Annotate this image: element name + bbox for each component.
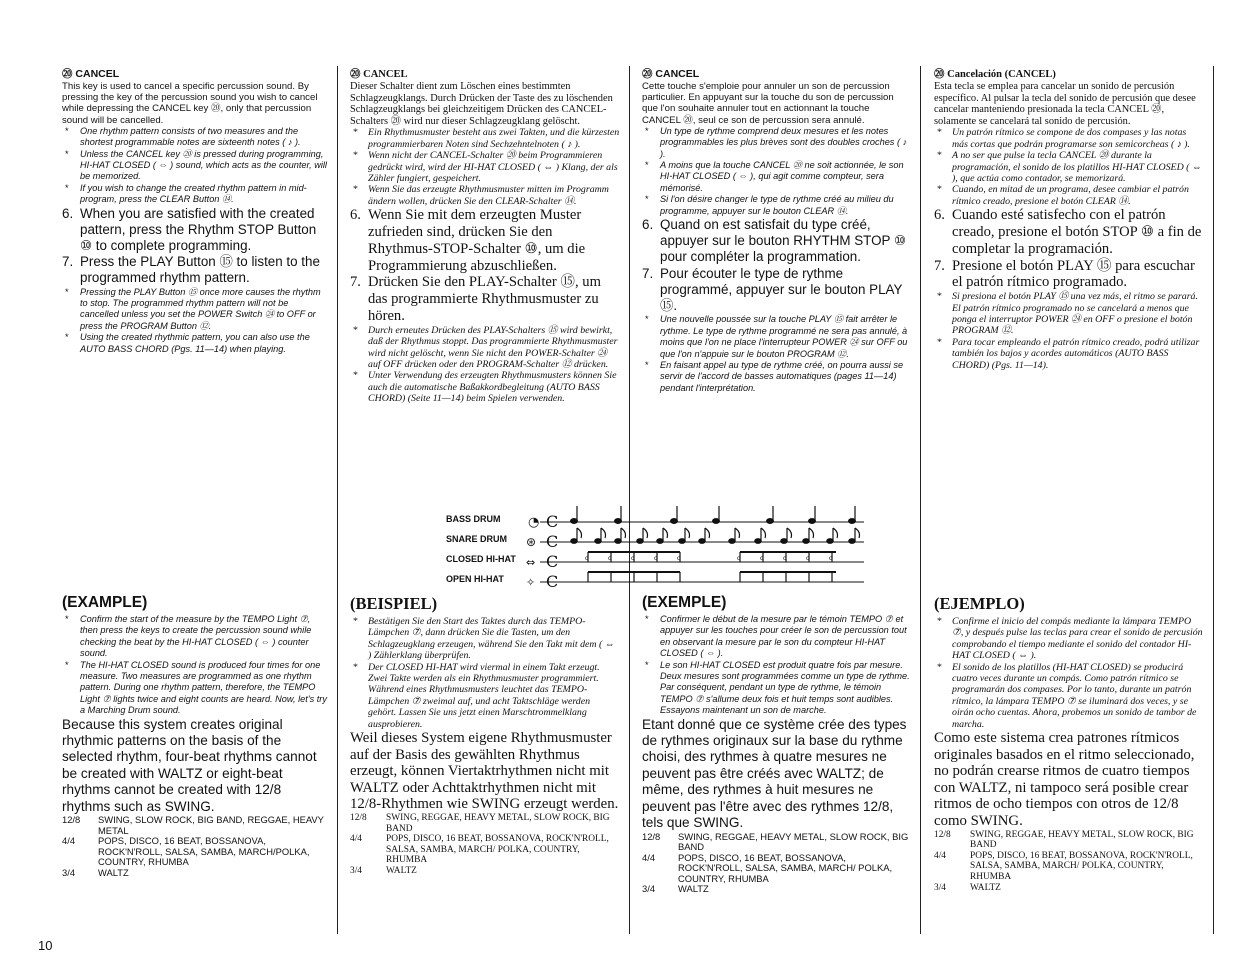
- hihat-mark: o: [737, 555, 741, 562]
- svg-text:✧: ✧: [526, 576, 536, 589]
- rhythm-list: [62, 815, 328, 879]
- step-6: 6. Wenn Sie mit dem erzeugten Muster zufrieden sind, drücken Sie den Rhythmus-STOP-Schalter ⑩, um die Programmierung abzuschließen.: [350, 207, 586, 274]
- note: * Confirme el inicio del compás mediante la lámpara TEMPO ⑦, y después pulse las teclas para crear el sonido de percusión comprobando el tiempo mediante el sonido del contador HI-HAT CLOSED ( ⇔ ).: [934, 616, 1204, 662]
- note-head: [637, 539, 643, 544]
- hihat-mark: o: [608, 555, 612, 562]
- note: * Un type de rythme comprend deux mesures et les notes programmables les plus brèves sont des doubles croches ( ♪ ).: [642, 126, 910, 160]
- note-head: [767, 519, 774, 524]
- example-heading: (EXAMPLE): [62, 594, 148, 611]
- note: * One rhythm pattern consists of two measures and the shortest programmable notes are sixteenth notes ( ♪ ).: [62, 126, 328, 149]
- column-divider: [337, 66, 338, 934]
- note-head: [849, 539, 855, 544]
- staff-label-snare-drum: SNARE DRUM: [446, 534, 508, 544]
- note: * The HI-HAT CLOSED sound is produced four times for one measure. Two measures are programmed as one rhythm pattern. During one rhythm pattern, therefore, the TEMPO Light ⑦ lights twice and eight counts are heard. Now, let's try a Marching Drum sound.: [62, 660, 328, 717]
- cancel-body: This key is used to cancel a specific percussion sound. By pressing the key of the percussion sound you wish to cancel while depressing the CANCEL key ⑳, only that percussion sound will be cancelled.: [62, 81, 318, 126]
- step-6: 6. Quand on est satisfait du type créé, appuyer sur le bouton RHYTHM STOP ⑩ pour compléter la programmation.: [642, 217, 906, 265]
- hihat-mark: o: [585, 555, 589, 562]
- rhythm-row: 3/4 WALTZ: [350, 866, 417, 876]
- note-flag: [577, 528, 582, 538]
- note-flag: [735, 528, 740, 538]
- note: * Cuando, en mitad de un programa, desee cambiar el patrón rítmico creado, presione el botón CLEAR ⑭.: [934, 184, 1204, 207]
- cancel-heading: ⑳ CANCEL: [62, 68, 120, 80]
- note-head: [809, 519, 816, 524]
- section-example-fr: [642, 594, 910, 895]
- section-cancel-fr: [642, 66, 910, 394]
- section-cancel-de: [350, 66, 620, 405]
- column-divider: [1213, 66, 1214, 934]
- svg-text:◔: ◔: [528, 515, 540, 530]
- note-flag: [761, 528, 766, 538]
- section-cancel-en: [62, 66, 328, 355]
- note: * Bestätigen Sie den Start des Taktes durch das TEMPO-Lämpchen ⑦, dann drücken Sie die Tasten, um den Schlagzeugklang erzeugen, während Sie den Takt mit dem ( ⇔ ) Zählerklang überprüfen.: [350, 616, 620, 662]
- rhythm-notation: [440, 506, 870, 590]
- note: * Para tocar empleando el patrón rítmico creado, podrá utilizar también los bajos y acordes automáticos (AUTO BASS CHORD) (Pgs. 11—14).: [934, 337, 1204, 371]
- note-head: [699, 539, 705, 544]
- example-paragraph: Como este sistema crea patrones rítmicos originales basados en el ritmo seleccionado, no podrán crearse ritmos de cuatro tiempos con WALTZ, ni tampoco será posible crear ritmos de ocho tiempos con otros de 12/8 como SWING.: [934, 730, 1195, 830]
- rhythm-diagram: [440, 506, 870, 590]
- hihat-mark: o: [654, 555, 658, 562]
- note: * Unless the CANCEL key ⑳ is pressed during programming, HI-HAT CLOSED ( ⇔ ) sound, which acts as the counter, will be memorized.: [62, 149, 328, 183]
- svg-text:C: C: [546, 532, 559, 551]
- note: * Si presiona el botón PLAY ⑮ una vez más, el ritmo se parará. El patrón rítmico programado no se cancelará a menos que ponga el interruptor POWER ㉔ en OFF o presione el botón PROGRAM ⑫.: [934, 291, 1204, 337]
- note: * Pressing the PLAY Button ⑮ once more causes the rhythm to stop. The programmed rhythm pattern will not be cancelled unless you set the POWER Switch ㉔ to OFF or press the PROGRAM Button ⑫.: [62, 287, 328, 333]
- rhythm-row: 4/4 POPS, DISCO, 16 BEAT, BOSSANOVA, ROCK'N'ROLL, SALSA, SAMBA, MARCH/POLKA, COUNTRY, RHUMBA: [62, 835, 310, 868]
- staff-label-open-hihat: OPEN HI-HAT: [446, 574, 504, 584]
- rhythm-row: 12/8 SWING, REGGAE, HEAVY METAL, SLOW ROCK, BIG BAND: [350, 813, 610, 834]
- note: * Wenn nicht der CANCEL-Schalter ⑳ beim Programmieren gedrückt wird, wird der HI-HAT CLOSED ( ⇔ ) Klang, der als Zähler fungiert, gespeichert.: [350, 150, 620, 184]
- cancel-body: Esta tecla se emplea para cancelar un sonido de percusión específico. Al pulsar la tecla del sonido de percusión que desee cancelar manteniendo presionada la tecla CANCEL ⑳, solamente se cancelará tal sonido de percusión.: [934, 81, 1196, 127]
- cancel-heading: ⑳ CANCEL: [642, 68, 700, 80]
- note-head: [615, 539, 621, 544]
- note-head: [755, 539, 761, 544]
- note-head: [781, 539, 787, 544]
- svg-text:C: C: [546, 512, 559, 531]
- note-head: [571, 539, 577, 544]
- note-flag: [601, 528, 606, 538]
- note: * Confirm the start of the measure by the TEMPO Light ⑦, then press the keys to create the percussion sound while checking the beat by the HI-HAT CLOSED ( ⇔ ) counter sound.: [62, 614, 328, 660]
- note-head: [803, 539, 809, 544]
- note: * Confirmer le début de la mesure par le témoin TEMPO ⑦ et appuyer sur les touches pour créer le son de percussion tout en observant la mesure par le son du compteur HI-HAT CLOSED ( ⇔ ).: [642, 614, 910, 660]
- note: * El sonido de los platillos (HI-HAT CLOSED) se producirá cuatro veces durante un compás. Como patrón rítmico se programarán dos compases. Por lo tanto, durante un patrón rítmico, la lámpara TEMPO ⑦ se iluminará dos veces, y se oirán ocho cuentas. Ahora, probemos un sonido de tambor de marcha.: [934, 662, 1204, 730]
- rhythm-row: 3/4 WALTZ: [934, 882, 1001, 893]
- note-flag: [787, 528, 792, 538]
- staff-label-closed-hihat: CLOSED HI-HAT: [446, 554, 516, 564]
- example-paragraph: Because this system creates original rhythmic patterns on the basis of the selected rhythm, four-beat rhythms cannot be created with WALTZ or eight-beat rhythms cannot be created with 12/8 rhythms such as SWING.: [62, 716, 317, 814]
- cancel-body: Dieser Schalter dient zum Löschen eines bestimmten Schlagzeugklangs. Durch Drücken der Taste des zu löschenden Schlagzeugklangs bei gleichzeitigem Drücken des CANCEL-Schalters ⑳ wird nur dieser Schlagzeugklang gelöscht.: [350, 81, 613, 127]
- note-flag: [833, 528, 838, 538]
- page-number: 10: [38, 938, 53, 953]
- hihat-mark: o: [677, 555, 681, 562]
- example-paragraph: Weil dieses System eigene Rhythmusmuster auf der Basis des gewählten Rhythmus erzeugt, können Viertaktrhythmen nicht mit WALTZ oder Achttaktrhythmen nicht mit 12/8-Rhythmen wie SWING erzeugt werden.: [350, 730, 619, 813]
- cancel-body: Cette touche s'emploie pour annuler un son de percussion particulier. En appuyant sur la touche du son de percussion que l'on souhaite annuler tout en actionnant la touche CANCEL ⑳, seul ce son de percussion sera annulé.: [642, 81, 894, 126]
- section-example-es: [934, 594, 1204, 893]
- cancel-heading: ⑳ Cancelación (CANCEL): [934, 69, 1056, 80]
- hihat-mark: o: [760, 555, 764, 562]
- rhythm-list: [642, 832, 910, 896]
- note-head: [679, 539, 685, 544]
- rhythm-row: 12/8 SWING, REGGAE, HEAVY METAL, SLOW ROCK, BIG BAND: [934, 829, 1194, 851]
- step-7: 7. Press the PLAY Button ⑮ to listen to the programmed rhythm pattern.: [62, 254, 320, 286]
- rhythm-row: 12/8 SWING, REGGAE, HEAVY METAL, SLOW ROCK, BIG BAND: [642, 830, 909, 853]
- svg-text:C: C: [546, 552, 559, 571]
- hihat-mark: o: [806, 555, 810, 562]
- note-head: [657, 539, 663, 544]
- example-paragraph: Etant donné que ce système crée des types de rythmes originaux sur la base du rythme choisi, des rythmes à quatre mesures ne peuvent pas être créés avec WALTZ; de même, des rythmes à huit mesures ne peuvent pas l'être avec des rythmes 12/8, tels que SWING.: [642, 716, 907, 831]
- note-head: [729, 539, 735, 544]
- rhythm-row: 4/4 POPS, DISCO, 16 BEAT, BOSSANOVA, ROCK'N'ROLL, SALSA, SAMBA, MARCH/ POLKA, COUNTRY, RHUMBA: [934, 850, 1193, 882]
- note-head: [571, 519, 578, 524]
- note: * A moins que la touche CANCEL ⑳ ne soit actionnée, le son HI-HAT CLOSED ( ⇔ ), qui agit comme compteur, sera mémorisé.: [642, 160, 910, 194]
- note-head: [615, 519, 622, 524]
- note-head: [827, 539, 833, 544]
- note: * Durch erneutes Drücken des PLAY-Schalters ⑮ wird bewirkt, daß der Rhythmus stoppt. Das programmierte Rhythmusmuster wird nicht gelöscht, wenn Sie nicht den POWER-Schalter ㉔ auf OFF drücken oder den PROGRAM-Schalter ⑫ drücken.: [350, 325, 620, 371]
- note-flag: [705, 528, 710, 538]
- hihat-mark: o: [829, 555, 833, 562]
- note-head: [671, 519, 678, 524]
- column-divider: [920, 66, 921, 934]
- step-7: 7. Drücken Sie den PLAY-Schalter ⑮, um das programmierte Rhythmusmuster zu hören.: [350, 274, 601, 324]
- note: * Une nouvelle poussée sur la touche PLAY ⑮ fait arrêter le rythme. Le type de rythme programmé ne sera pas annulé, à moins que l'on ne place l'interrupteur POWER ㉔ sur OFF ou que l'on n'appuie sur le bouton PROGRAM ⑫.: [642, 314, 910, 360]
- note-flag: [663, 528, 668, 538]
- step-7: 7. Pour écouter le type de rythme programmé, appuyer sur le bouton PLAY ⑮.: [642, 265, 903, 314]
- note: * Der CLOSED HI-HAT wird viermal in einem Takt erzeugt. Zwei Takte werden als ein Rhythmusmuster programmiert. Während eines Rhythmusmusters leuchtet das TEMPO-Lämpchen ⑦ zweimal auf, und acht Taktschläge werden gehört. Lassen Sie uns jetzt einen Marschtrommelklang ausprobieren.: [350, 662, 620, 730]
- rhythm-row: 12/8 SWING, SLOW ROCK, BIG BAND, REGGAE, HEAVY METAL: [62, 814, 324, 836]
- note: * En faisant appel au type de rythme créé, on pourra aussi se servir de l'accord de basses automatiques (pages 11—14) pendant l'interprétation.: [642, 360, 910, 394]
- note-flag: [855, 528, 860, 538]
- staff-label-bass-drum: BASS DRUM: [446, 514, 501, 524]
- note-head: [849, 519, 856, 524]
- example-heading: (EXEMPLE): [642, 594, 727, 611]
- note-head: [713, 519, 720, 524]
- cancel-heading: ⑳ CANCEL: [350, 69, 408, 80]
- note: * Le son HI-HAT CLOSED est produit quatre fois par mesure. Deux mesures sont programmées comme un type de rythme. Par conséquent, pendant un type de rythme, le témoin TEMPO ⑦ s'allume deux fois et huit temps sont audibles. Essayons maintenant un son de marche.: [642, 660, 910, 717]
- note: * A no ser que pulse la tecla CANCEL ⑳ durante la programación, el sonido de los platillos HI-HAT CLOSED ( ⇔ ), que actúa como contador, se memorizará.: [934, 150, 1204, 184]
- section-example-en: [62, 594, 328, 879]
- step-7: 7. Presione el botón PLAY ⑮ para escuchar el patrón rítmico programado.: [934, 257, 1195, 291]
- note: * Un patrón rítmico se compone de dos compases y las notas más cortas que podrán programarse son semicorcheas ( ♪ ).: [934, 127, 1204, 150]
- rhythm-row: 3/4 WALTZ: [642, 883, 709, 895]
- step-6: 6. Cuando esté satisfecho con el patrón creado, presione el botón STOP ⑩ a fin de completar la programación.: [934, 207, 1202, 257]
- note: * Using the created rhythmic pattern, you can also use the AUTO BASS CHORD (Pgs. 11—14) when playing.: [62, 332, 328, 355]
- rhythm-row: 4/4 POPS, DISCO, 16 BEAT, BOSSANOVA, ROCK'N'ROLL, SALSA, SAMBA, MARCH/ POLKA, COUNTRY, RHUMBA: [350, 834, 609, 866]
- section-example-de: [350, 594, 620, 877]
- note-flag: [643, 528, 648, 538]
- rhythm-list: [350, 813, 620, 877]
- note: * Si l'on désire changer le type de rythme créé au milieu du programme, appuyer sur le bouton CLEAR ⑭.: [642, 194, 910, 217]
- note-flag: [809, 528, 814, 538]
- note-head: [595, 539, 601, 544]
- note: * Ein Rhythmusmuster besteht aus zwei Takten, und die kürzesten programmierbaren Noten sind Sechzehntelnoten ( ♪ ).: [350, 127, 620, 150]
- section-cancel-es: [934, 66, 1204, 371]
- example-heading: (EJEMPLO): [934, 594, 1025, 613]
- rhythm-list: [934, 830, 1204, 894]
- hihat-mark: o: [783, 555, 787, 562]
- note-flag: [621, 528, 626, 538]
- step-6: 6. When you are satisfied with the created pattern, press the Rhythm STOP Button ⑩ to complete programming.: [62, 205, 317, 254]
- note: * Wenn Sie das erzeugte Rhythmusmuster mitten im Programm ändern wollen, drücken Sie den CLEAR-Schalter ⑭.: [350, 184, 620, 207]
- note-flag: [685, 528, 690, 538]
- rhythm-row: 3/4 WALTZ: [62, 867, 129, 879]
- column-divider: [629, 66, 630, 934]
- rhythm-row: 4/4 POPS, DISCO, 16 BEAT, BOSSANOVA, ROCK'N'ROLL, SALSA, SAMBA, MARCH/ POLKA, COUNTRY, RHUMBA: [642, 851, 893, 884]
- svg-text:⊛: ⊛: [526, 535, 537, 549]
- svg-text:⇔: ⇔: [526, 556, 536, 569]
- note: * If you wish to change the created rhythm pattern in mid-program, press the CLEAR Button ⑭.: [62, 183, 328, 206]
- example-heading: (BEISPIEL): [350, 594, 438, 613]
- hihat-mark: o: [631, 555, 635, 562]
- svg-text:C: C: [546, 572, 559, 590]
- note: * Unter Verwendung des erzeugten Rhythmusmusters können Sie auch die automatische Baßakkordbegleitung (AUTO BASS CHORD) (Seite 11—14) beim Spielen verwenden.: [350, 370, 620, 404]
